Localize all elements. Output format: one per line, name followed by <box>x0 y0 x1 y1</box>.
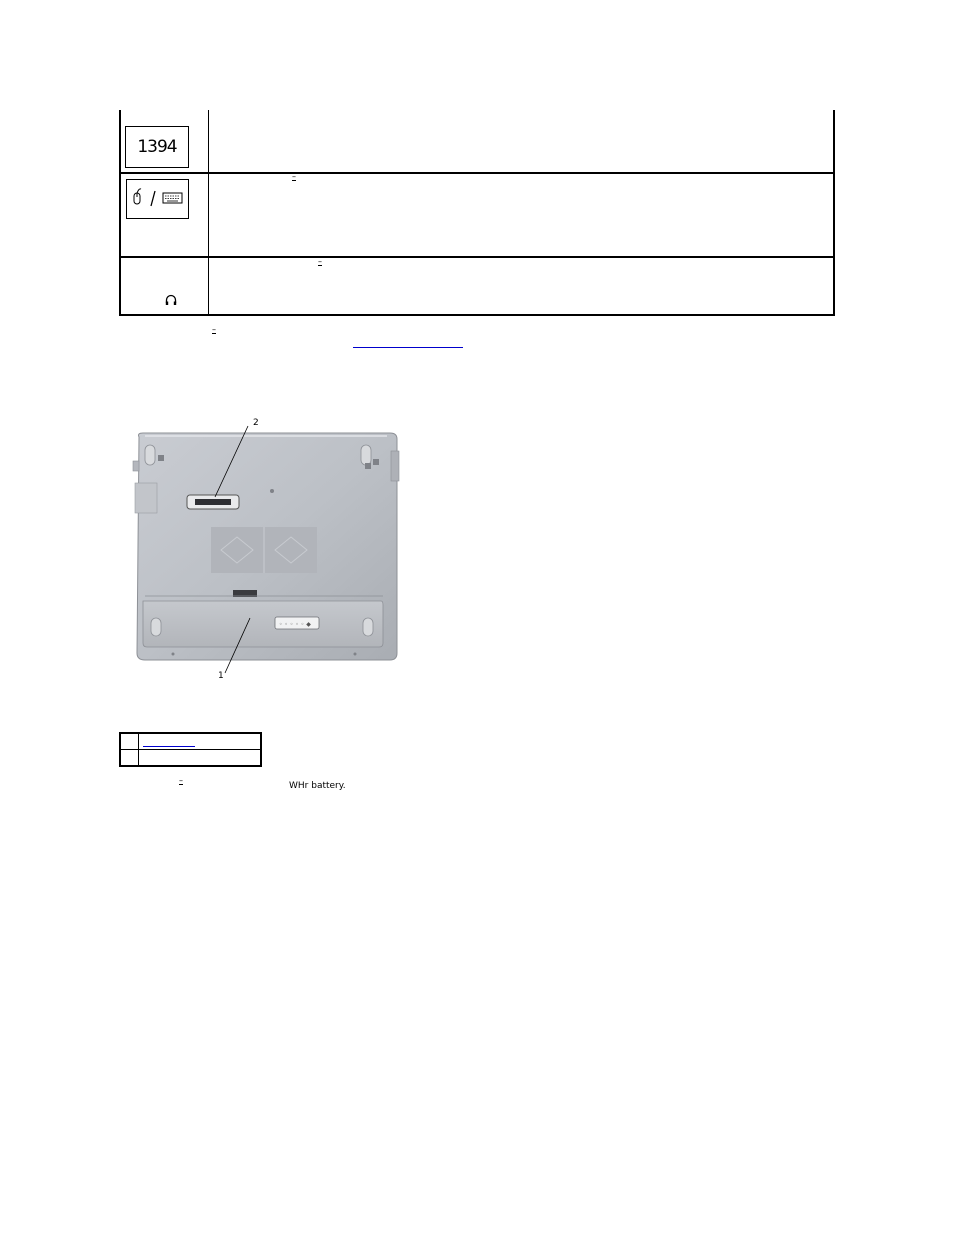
legend-row-divider <box>121 749 260 750</box>
battery-note-text: WHr battery. <box>289 781 346 791</box>
headphone-icon <box>164 293 178 307</box>
table-row-divider <box>121 256 833 258</box>
legend-link[interactable] <box>143 746 195 747</box>
battery-gauge-label: ◦ ◦ ◦ ◦ ◦ ◆ <box>279 621 311 628</box>
footnote-marker[interactable]: – <box>212 325 216 334</box>
callout-number: 2 <box>253 418 259 428</box>
docking-device-figure <box>125 415 415 685</box>
footnote-marker[interactable]: – <box>318 257 322 266</box>
table-column-divider <box>208 110 209 314</box>
callout-number: 1 <box>218 671 224 681</box>
note-link[interactable] <box>353 347 463 348</box>
footnote-marker[interactable]: – <box>292 172 296 181</box>
table-row-divider <box>121 172 833 174</box>
mouse-keyboard-glyph <box>127 180 188 218</box>
footnote-marker[interactable]: – <box>179 776 183 785</box>
legend-table <box>119 732 262 767</box>
ieee1394-icon: 1394 <box>125 126 189 168</box>
mouse-keyboard-icon <box>126 179 189 219</box>
port-table <box>119 110 835 316</box>
